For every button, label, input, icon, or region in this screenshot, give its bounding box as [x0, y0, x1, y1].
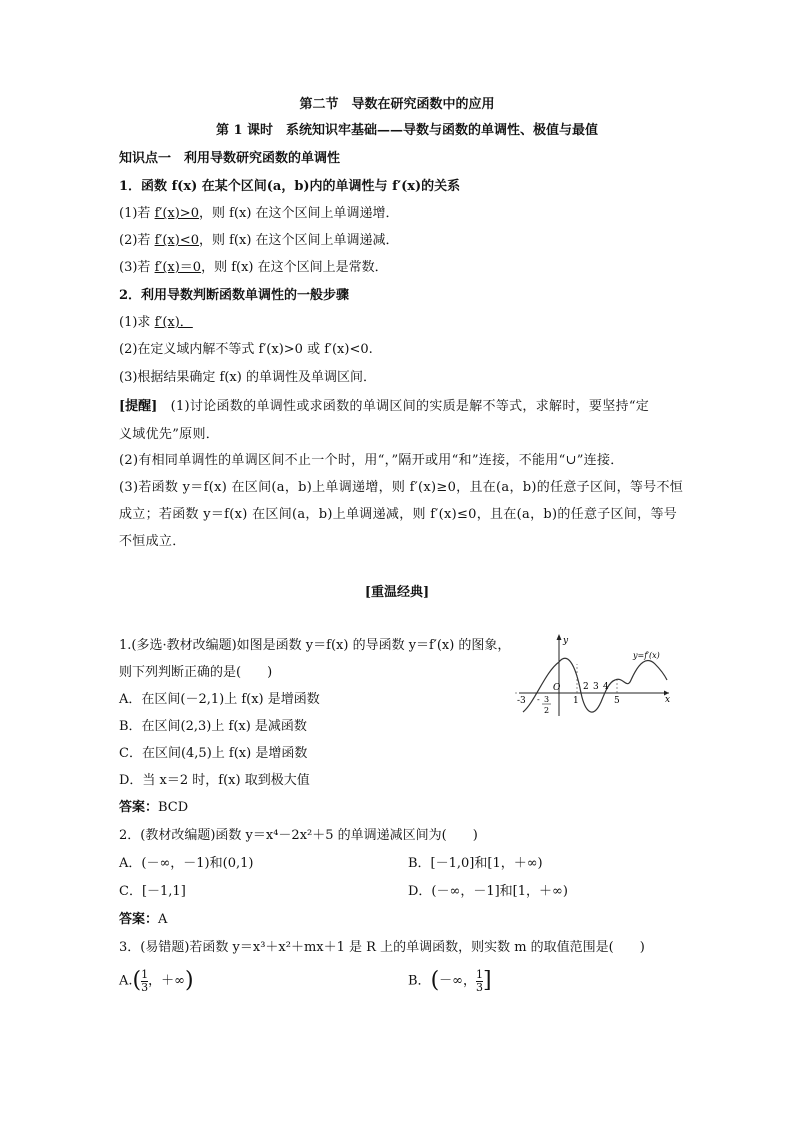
- q2-stem: 2．(教材改编题)函数 y＝x⁴－2x²＋5 的单调递减区间为( ): [119, 828, 478, 843]
- q2-option-d: D．(－∞，－1]和[1，＋∞): [408, 884, 568, 899]
- origin-label: O: [553, 683, 561, 693]
- y-axis-arrow: [557, 634, 562, 640]
- tick-label-frac-num: 3: [544, 695, 550, 704]
- section-1-heading: 1．函数 f(x) 在某个区间(a，b)内的单调性与 f′(x)的关系: [119, 179, 461, 194]
- s1-item-3: (3)若 f′(x)＝0，则 f(x) 在这个区间上是常数．: [119, 260, 388, 275]
- knowledge-point-heading: 知识点一 利用导数研究函数的单调性: [119, 151, 341, 166]
- q1-answer: 答案：BCD: [119, 800, 189, 815]
- tick-label-3: 3: [593, 682, 599, 692]
- q1-option-b: B．在区间(2,3)上 f(x) 是减函数: [119, 719, 307, 734]
- q2-option-a: A．(－∞，－1)和(0,1): [119, 856, 254, 871]
- s1-item-1-condition: f′(x)>0: [154, 206, 199, 221]
- s1-item-1: (1)若 f′(x)>0，则 f(x) 在这个区间上单调递增．: [119, 206, 399, 221]
- tick-label-5: 5: [614, 696, 620, 706]
- tip-line-3: (2)有相同单调性的单调区间不止一个时，用“，”隔开或用“和”连接，不能用“∪”连接．: [119, 453, 624, 468]
- q3-option-a-fraction: $\frac{1}{3}$: [141, 967, 149, 994]
- q2-option-b: B．[－1,0]和[1，＋∞): [408, 856, 543, 871]
- q1-stem-line-1: 1.(多选·教材改编题)如图是函数 y＝f(x) 的导函数 y＝f′(x) 的图象，: [119, 638, 511, 653]
- q3-option-b-fraction: $\frac{1}{3}$: [476, 967, 483, 994]
- s2-item-3: (3)根据结果确定 f(x) 的单调性及单调区间．: [119, 370, 376, 385]
- section-title: 第二节 导数在研究函数中的应用: [299, 97, 495, 112]
- q3-option-a: A.( $\frac{1}{3}$ ，＋∞): [119, 967, 194, 994]
- q1-option-c: C．在区间(4,5)上 f(x) 是增函数: [119, 746, 308, 761]
- s1-item-2-condition: f′(x)<0: [154, 233, 199, 248]
- tip-line-1: [提醒] (1)讨论函数的单调性或求函数的单调区间的实质是解不等式，求解时，要坚持“定: [119, 399, 650, 414]
- tip-line-2: 义域优先”原则．: [119, 427, 220, 442]
- review-heading: [重温经典]: [364, 585, 430, 600]
- section-2-heading: 2．利用导数判断函数单调性的一般步骤: [119, 288, 350, 303]
- tick-label-1: 1: [573, 696, 579, 706]
- tick-label-frac-den: 2: [544, 706, 550, 715]
- tick-label-frac-sign: -: [537, 695, 540, 704]
- tip-line-4: (3)若函数 y＝f(x) 在区间(a，b)上单调递增，则 f′(x)≥0，且在(a，b)的任意子区间，等号不恒: [119, 480, 684, 495]
- q2-option-c: C．[－1,1]: [119, 884, 186, 899]
- tip-line-5: 成立；若函数 y＝f(x) 在区间(a，b)上单调递减，则 f′(x)≤0，且在(a，b)的任意子区间，等号: [119, 507, 678, 522]
- y-axis-label: y: [563, 636, 569, 646]
- derivative-graph: [515, 632, 675, 718]
- q3-option-b: B．(－∞， $\frac{1}{3}$ ]: [408, 967, 492, 994]
- s1-item-2: (2)若 f′(x)<0，则 f(x) 在这个区间上单调递减．: [119, 233, 399, 248]
- s2-item-1-underlined: f′(x)．: [154, 315, 193, 330]
- q3-stem: 3．(易错题)若函数 y＝x³＋x²＋mx＋1 是 R 上的单调函数，则实数 m 的取值范围是( ): [119, 940, 645, 955]
- s2-item-1: (1)求 f′(x)．: [119, 315, 193, 330]
- q1-stem-line-2: 则下列判断正确的是( ): [119, 665, 273, 680]
- tick-label-2: 2: [583, 682, 589, 692]
- tick-label-4: 4: [603, 682, 609, 692]
- q2-answer: 答案：A: [119, 912, 168, 927]
- curve-label: y=f′(x): [633, 651, 660, 660]
- tick-label-neg3: -3: [517, 696, 526, 706]
- s1-item-3-condition: f′(x)＝0: [154, 260, 202, 275]
- q1-option-a: A．在区间(－2,1)上 f(x) 是增函数: [119, 692, 320, 707]
- lesson-subtitle: 第 1 课时 系统知识牢基础——导数与函数的单调性、极值与最值: [215, 123, 599, 138]
- tip-line-6: 不恒成立．: [119, 534, 186, 549]
- tip-label: [提醒]: [119, 399, 158, 414]
- x-axis-label: x: [665, 695, 671, 705]
- q1-option-d: D．当 x＝2 时，f(x) 取到极大值: [119, 773, 310, 788]
- s2-item-2: (2)在定义域内解不等式 f′(x)>0 或 f′(x)<0.: [119, 342, 373, 357]
